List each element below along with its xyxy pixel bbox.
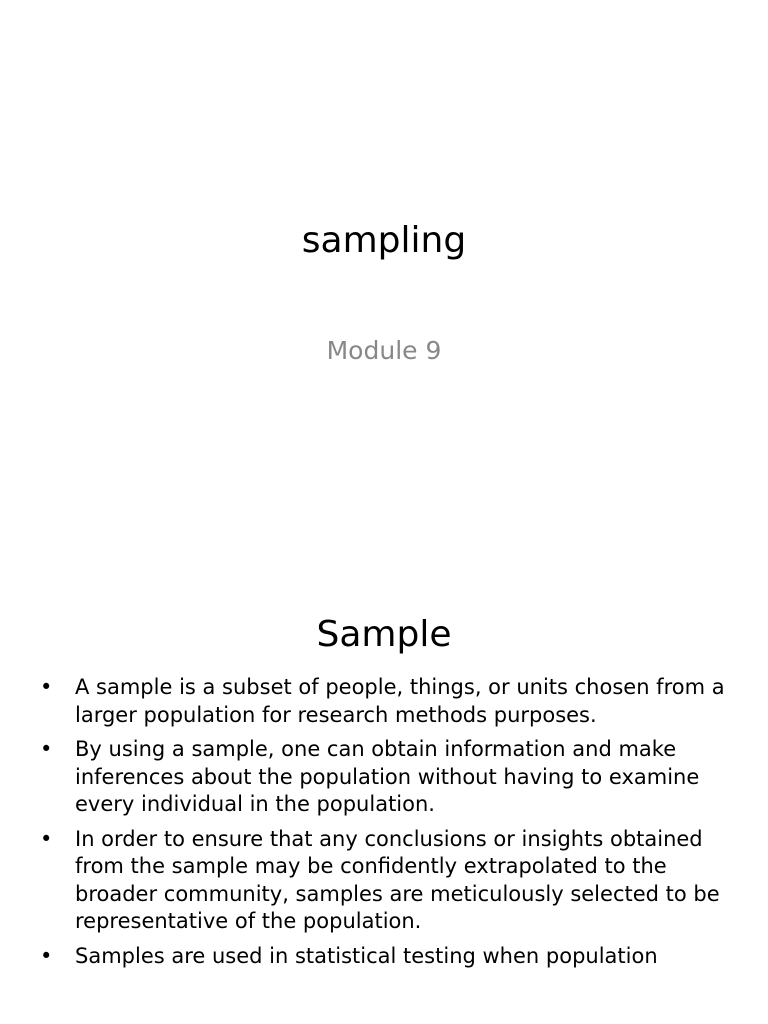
bullet-icon: • [40,737,53,761]
bullet-icon: • [40,943,53,968]
bullet-text: In order to ensure that any conclusions or insights obtained from the sample may be confidently extrapolated to the broader community, samples are meticulously selected to be representative of the population. [75,826,720,933]
bullet-text: By using a sample, one can obtain information and make inferences about the population without having to examine every individual in the population. [75,737,700,816]
slide-title: sampling [301,220,467,261]
bullet-icon: • [40,675,53,699]
bullet-item [40,826,730,936]
bullet-text: Samples are used in statistical testing when population [75,943,658,968]
bullet-item [40,736,730,819]
bullet-list [40,674,730,977]
bullet-item [40,674,730,729]
slide-subtitle: Module 9 [326,336,442,365]
bullet-item [40,943,730,971]
bullet-icon: • [40,826,53,851]
section-title: Sample [316,614,452,655]
bullet-text: A sample is a subset of people, things, or units chosen from a larger population for research methods purposes. [75,675,725,727]
